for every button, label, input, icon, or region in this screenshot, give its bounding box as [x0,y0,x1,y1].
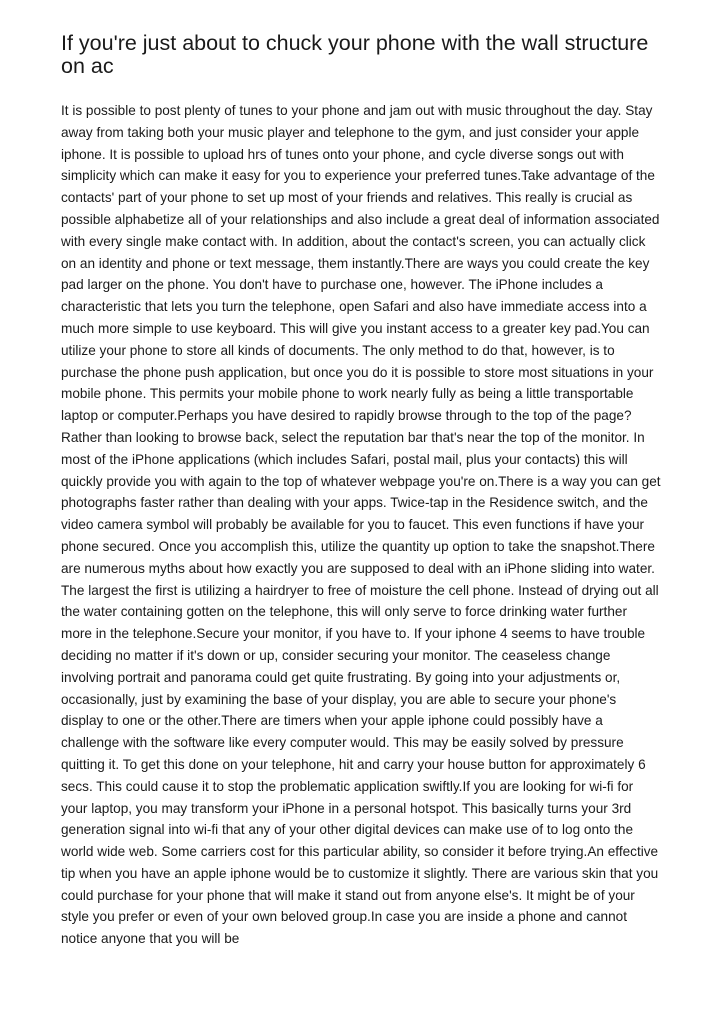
document-body: It is possible to post plenty of tunes to your phone and jam out with music throughout the day. Stay away from taking both your music player and telephone to the gym, and just consider your apple iphone. It is possible to upload hrs of tunes onto your phone, and cycle diverse songs out with simplicity which can make it easy for you to experience your preferred tunes.Take advantage of the contacts' part of your phone to set up most of your friends and relatives. This really is crucial as possible alphabetize all of your relationships and also include a great deal of information associated with every single make contact with. In addition, about the contact's screen, you can actually click on an identity and phone or text message, them instantly.There are ways you could create the key pad larger on the phone. You don't have to purchase one, however. The iPhone includes a characteristic that lets you turn the telephone, open Safari and also have immediate access into a much more simple to use keyboard. This will give you instant access to a greater key pad.You can utilize your phone to store all kinds of documents. The only method to do that, however, is to purchase the phone push application, but once you do it is possible to store most situations in your mobile phone. This permits your mobile phone to work nearly fully as being a little transportable laptop or computer.Perhaps you have desired to rapidly browse through to the top of the page? Rather than looking to browse back, select the reputation bar that's near the top of the monitor. In most of the iPhone applications (which includes Safari, postal mail, plus your contacts) this will quickly provide you with again to the top of whatever webpage you're on.There is a way you can get photographs faster rather than dealing with your apps. Twice-tap in the Residence switch, and the video camera symbol will probably be available for you to faucet. This even functions if have your phone secured. Once you accomplish this, utilize the quantity up option to take the snapshot.There are numerous myths about how exactly you are supposed to deal with an iPhone sliding into water. The largest the first is utilizing a hairdryer to free of moisture the cell phone. Instead of drying out all the water containing gotten on the telephone, this will only serve to force drinking water further more in the telephone.Secure your monitor, if you have to. If your iphone 4 seems to have trouble deciding no matter if it's down or up, consider securing your monitor. The ceaseless change involving portrait and panorama could get quite frustrating. By going into your adjustments or, occasionally, just by examining the base of your display, you are able to secure your phone's display to one or the other.There are timers when your apple iphone could possibly have a challenge with the software like every computer would. This may be easily solved by pressure quitting it. To get this done on your telephone, hit and carry your house button for approximately 6 secs. This could cause it to stop the problematic application swiftly.If you are looking for wi-fi for your laptop, you may transform your iPhone in a personal hotspot. This basically turns your 3rd generation signal into wi-fi that any of your other digital devices can make use of to log onto the world wide web. Some carriers cost for this particular ability, so consider it before trying.An effective tip when you have an apple iphone would be to customize it slightly. There are various skin that you could purchase for your phone that will make it stand out from anyone else's. It might be of your style you prefer or even of your own beloved group.In case you are inside a phone and cannot notice anyone that you will be [61,103,661,947]
document-title: If you're just about to chuck your phone with the wall structure on ac [61,31,649,78]
